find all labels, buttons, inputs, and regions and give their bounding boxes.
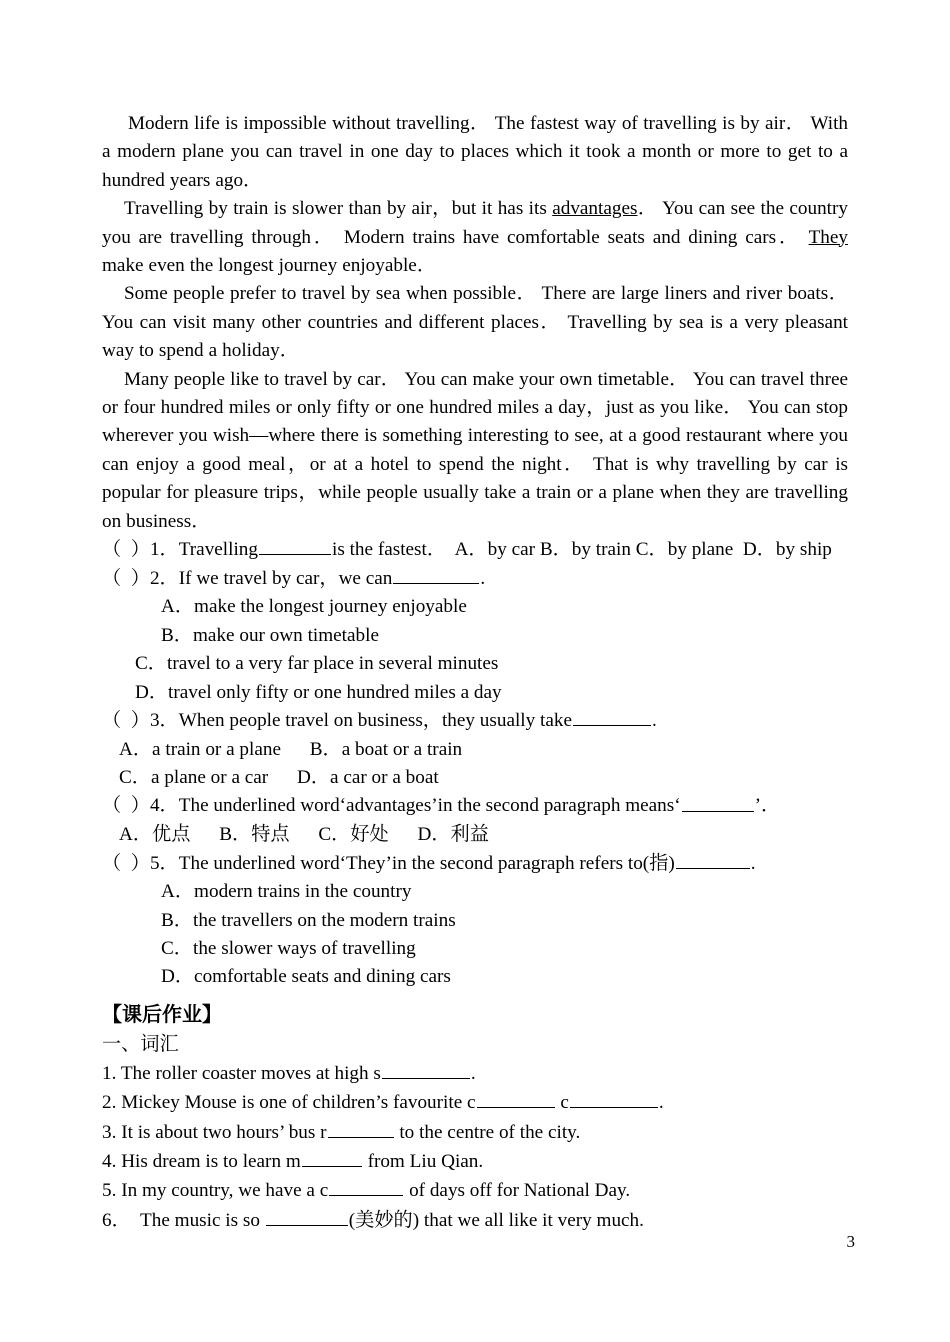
- option-label: A．: [161, 881, 195, 903]
- question-5-option-a[interactable]: [102, 878, 848, 906]
- question-5-marker: （ ）5．: [102, 852, 179, 874]
- question-4: [102, 792, 848, 821]
- vocabulary-item-6: [102, 1206, 848, 1235]
- option-text: modern trains in the country: [194, 881, 412, 903]
- option-label: A．: [161, 596, 195, 618]
- option-label: A．: [119, 738, 153, 760]
- question-5-stem-before: The underlined word‘They’in the second paragraph refers to(指): [178, 852, 675, 874]
- option-label: B．: [161, 624, 193, 646]
- question-2-option-a[interactable]: [102, 593, 848, 621]
- item-text-after: (美妙的) that we all like it very much.: [348, 1209, 644, 1231]
- item-blank: [328, 1118, 394, 1137]
- question-3-options-row-2[interactable]: [102, 764, 848, 792]
- question-2-blank: [393, 565, 479, 584]
- item-text-after: .: [658, 1092, 664, 1114]
- item-number: 3.: [102, 1121, 117, 1143]
- option-label: D．: [161, 966, 195, 988]
- item-text-after: from Liu Qian.: [362, 1150, 484, 1172]
- option-label: C．: [135, 653, 167, 675]
- paragraph2-segment-1: Travelling by train is slower than by air，but it has its: [124, 198, 553, 220]
- question-5-option-b[interactable]: [102, 907, 848, 935]
- item-blank: [302, 1148, 362, 1167]
- item-text-before: In my country, we have a c: [116, 1180, 329, 1202]
- item-text-middle: c: [555, 1092, 569, 1114]
- question-1-marker: （ ）1．: [102, 539, 179, 561]
- option-text: make our own timetable: [193, 624, 379, 646]
- vocabulary-item-4: [102, 1147, 848, 1176]
- question-4-blank: [682, 792, 754, 811]
- item-text-after: .: [470, 1062, 476, 1084]
- item-number: 6．: [102, 1209, 131, 1231]
- passage-paragraph-1: Modern life is impossible without travelling． The fastest way of travelling is by air． With a modern plane you can travel in one day to places which it took a month or more to get to a hundred years ago．: [102, 113, 848, 191]
- paragraph2-segment-2: ． You can see the country you are travelling through． Modern trains have comfortable seats and dining cars．: [102, 198, 848, 248]
- question-3: [102, 707, 848, 736]
- item-blank: [329, 1177, 403, 1196]
- item-blank: [382, 1060, 470, 1079]
- option-text: the slower ways of travelling: [193, 937, 416, 959]
- question-1-stem-after: is the fastest． A．by car B．by train C．by plane D．by ship: [332, 539, 832, 561]
- item-text-before: It is about two hours’ bus r: [116, 1121, 327, 1143]
- item-text-before: The music is so: [130, 1209, 265, 1231]
- question-1-stem-before: Travelling: [178, 539, 258, 561]
- question-2-option-c[interactable]: [102, 650, 848, 678]
- option-label: A．: [119, 824, 153, 846]
- passage-paragraph-3: Some people prefer to travel by sea when possible． There are large liners and river boats． You can visit many other countries and different places． Travelling by sea is a very pleasant way to spend a holiday．: [102, 283, 848, 362]
- question-1: [102, 536, 848, 565]
- question-5-option-d[interactable]: [102, 963, 848, 991]
- option-text: travel only fifty or one hundred miles a day: [168, 681, 502, 703]
- option-text: a plane or a car D．a car or a boat: [151, 767, 439, 789]
- item-text-after: to the centre of the city.: [394, 1121, 581, 1143]
- page-number: 3: [846, 1232, 855, 1251]
- vocabulary-item-1: [102, 1059, 848, 1088]
- question-2-stem-before: If we travel by car，we can: [178, 567, 393, 589]
- question-3-stem-after: .: [652, 710, 657, 732]
- question-3-marker: （ ）3．: [102, 710, 179, 732]
- question-2-option-b[interactable]: [102, 622, 848, 650]
- item-number: 4.: [102, 1150, 117, 1172]
- question-1-blank: [259, 536, 331, 555]
- vocabulary-item-2: [102, 1088, 848, 1117]
- question-3-options-row-1[interactable]: [102, 736, 848, 764]
- question-5-blank: [676, 850, 750, 869]
- question-4-marker: （ ）4．: [102, 795, 179, 817]
- vocabulary-item-5: [102, 1176, 848, 1205]
- option-label: D．: [135, 681, 169, 703]
- option-label: C．: [161, 937, 193, 959]
- document-content: [102, 110, 848, 1235]
- passage-paragraph-4: Many people like to travel by car． You can make your own timetable． You can travel three or four hundred miles or only fifty or one hundred miles a day，just as you like． You can stop wherever you wish—where there is something interesting to see, at a good restaurant where you can enjoy a good meal，or at a hotel to spend the night． That is why travelling by car is popular for pleasure trips，while people usually take a train or a plane when they are travelling on business．: [102, 368, 848, 532]
- question-2-stem-after: .: [480, 567, 486, 589]
- option-label: B．: [161, 909, 193, 931]
- homework-section-title: 【课后作业】: [102, 1003, 222, 1026]
- item-text-before: The roller coaster moves at high s: [116, 1062, 381, 1084]
- question-3-stem-before: When people travel on business，they usually take: [178, 710, 572, 732]
- item-text-before: Mickey Mouse is one of children’s favourite c: [116, 1092, 476, 1114]
- item-number: 5.: [102, 1180, 117, 1202]
- question-2-option-d[interactable]: [102, 679, 848, 707]
- question-4-options-row-1[interactable]: [102, 821, 848, 849]
- option-text: make the longest journey enjoyable: [194, 596, 467, 618]
- option-text: comfortable seats and dining cars: [194, 966, 451, 988]
- underlined-word-advantages: advantages: [552, 198, 638, 220]
- option-text: 优点 B．特点 C．好处 D．利益: [152, 824, 489, 846]
- item-text-after: of days off for National Day.: [404, 1180, 631, 1202]
- item-blank-2: [570, 1089, 658, 1108]
- paragraph2-segment-3: make even the longest journey enjoyable．: [102, 255, 437, 277]
- option-text: travel to a very far place in several minutes: [167, 653, 499, 675]
- underlined-word-they: They: [808, 226, 848, 248]
- question-2-marker: （ ）2．: [102, 567, 179, 589]
- option-text: the travellers on the modern trains: [193, 909, 456, 931]
- question-4-stem-before: The underlined word‘advantages’in the second paragraph means‘: [178, 795, 681, 817]
- question-5: [102, 850, 848, 879]
- item-text-before: His dream is to learn m: [116, 1150, 301, 1172]
- item-blank: [266, 1207, 348, 1226]
- question-3-blank: [573, 707, 651, 726]
- item-blank-1: [477, 1089, 555, 1108]
- item-number: 1.: [102, 1062, 117, 1084]
- question-5-stem-after: .: [750, 852, 756, 874]
- question-2: [102, 565, 848, 594]
- vocabulary-item-3: [102, 1118, 848, 1147]
- passage-paragraph-2: [102, 195, 848, 280]
- option-text: a train or a plane B．a boat or a train: [152, 738, 463, 760]
- question-5-option-c[interactable]: [102, 935, 848, 963]
- option-label: C．: [119, 767, 151, 789]
- item-number: 2.: [102, 1092, 117, 1114]
- homework-subsection-vocabulary: 一、词汇: [102, 1033, 179, 1055]
- question-4-stem-after: ’．: [754, 795, 781, 817]
